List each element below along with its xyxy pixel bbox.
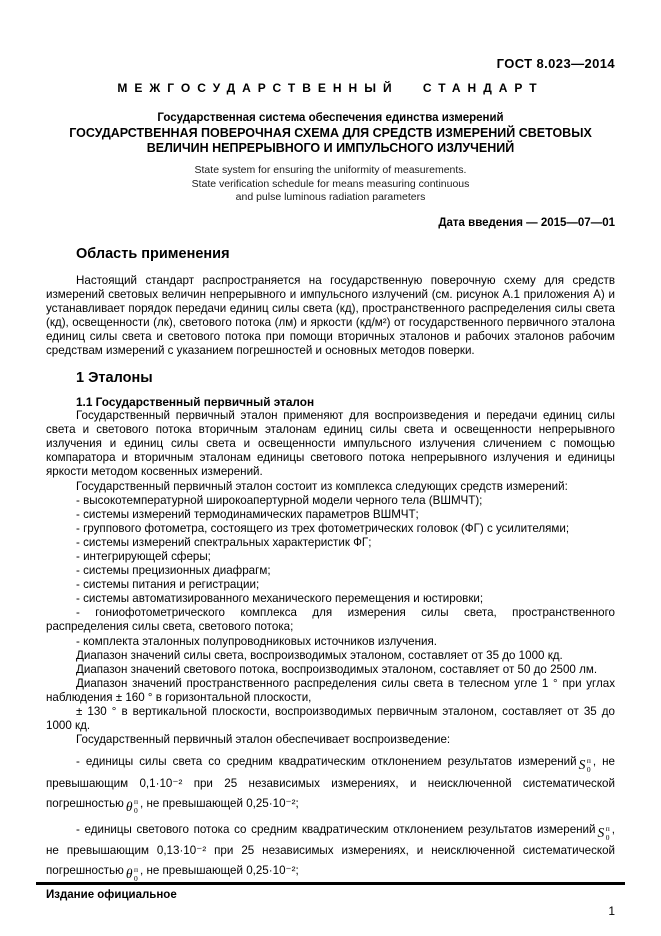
component-item: - высокотемпературной широкоапертурной модели черного тела (ВШМЧТ); bbox=[76, 493, 483, 507]
range-paragraph: ± 130 ° в вертикальной плоскости, воспроизводимых первичным эталоном, составляет от 35 до 1000 кд. bbox=[46, 705, 615, 733]
effective-date: Дата введения — 2015—07—01 bbox=[438, 216, 615, 229]
component-item: - системы автоматизированного механического перемещения и юстировки; bbox=[76, 592, 484, 606]
page-footer bbox=[36, 882, 625, 918]
math-s0: S п 0 bbox=[597, 823, 610, 842]
math-theta0: θ п 0 bbox=[125, 797, 139, 816]
doc-title-main: ГОСУДАРСТВЕННАЯ ПОВЕРОЧНАЯ СХЕМА ДЛЯ СРЕДСТВ ИЗМЕРЕНИЙ СВЕТОВЫХ ВЕЛИЧИН НЕПРЕРЫВНОГО И ИМПУЛЬСНОГО ИЗЛУЧЕНИЙ bbox=[69, 126, 592, 155]
component-item: - комплекта эталонных полупроводниковых источников излучения. bbox=[76, 634, 437, 648]
scope-heading: Область применения bbox=[76, 245, 230, 262]
standard-code: ГОСТ 8.023—2014 bbox=[496, 56, 615, 71]
standard-type-heading: МЕЖГОСУДАРСТВЕННЫЙ СТАНДАРТ bbox=[117, 81, 544, 95]
page-number: 1 bbox=[608, 904, 615, 919]
math-theta0: θ п 0 bbox=[125, 864, 139, 883]
reproduction-intro: Государственный первичный эталон обеспечивает воспроизведение: bbox=[76, 733, 451, 747]
official-edition-label: Издание официальное bbox=[46, 889, 177, 902]
component-item: - интегрирующей сферы; bbox=[76, 550, 211, 563]
components-intro: Государственный первичный эталон состоит из комплекса следующих средств измерений: bbox=[76, 479, 568, 493]
reproduction-item-text: - единицы силы света со средним квадратическим отклонением результатов измерений bbox=[76, 755, 577, 769]
doc-title-system: Государственная система обеспечения единства измерений bbox=[157, 112, 504, 124]
reproduction-item-luminous-flux bbox=[46, 820, 615, 883]
range-paragraph: Диапазон значений силы света, воспроизводимых эталоном, составляет от 35 до 1000 кд. bbox=[76, 648, 563, 662]
reproduction-item-luminous-intensity bbox=[46, 752, 615, 815]
reproduction-item-text: , не превышающей 0,25·10⁻²; bbox=[140, 864, 299, 878]
component-item: - системы измерений термодинамических параметров ВШМЧТ; bbox=[76, 507, 419, 521]
component-item: - группового фотометра, состоящего из трех фотометрических головок (ФГ) с усилителями; bbox=[76, 521, 570, 535]
reproduction-item-text: - единицы светового потока со средним квадратическим отклонением результатов измерений bbox=[76, 822, 596, 836]
section-1-1-heading: 1.1 Государственный первичный эталон bbox=[76, 395, 315, 410]
math-s0: S п 0 bbox=[578, 756, 591, 775]
reproduction-item-text: , не превышающей 0,25·10⁻²; bbox=[140, 796, 299, 810]
reproduction-item-text: , не превышающим 0,1·10⁻² при 25 независимых измерениях, и неисключенной систематической погрешностью bbox=[46, 755, 615, 810]
range-paragraph: Диапазон значений светового потока, воспроизводимых эталоном, составляет от 50 до 2500 лм. bbox=[76, 662, 598, 676]
doc-title-english-line: State system for ensuring the uniformity of measurements. bbox=[194, 164, 467, 176]
component-item: - системы прецизионных диафрагм; bbox=[76, 564, 271, 578]
doc-title-english-line: State verification schedule for means measuring continuous bbox=[191, 177, 470, 190]
reproduction-item-text: , не превышающим 0,13·10⁻² при 25 независимых измерениях, и неисключенной систематической погрешностью bbox=[46, 822, 615, 878]
section-1-heading: 1 Эталоны bbox=[76, 370, 153, 387]
doc-title-english-line: and pulse luminous radiation parameters bbox=[235, 191, 426, 203]
doc-title-english bbox=[46, 164, 615, 205]
scope-paragraph: Настоящий стандарт распространяется на государственную поверочную схему для средств измерений световых величин непрерывного и импульсного излучений (см. рисунок А.1 приложения А) и устанавливает порядок передачи единиц силы света (кд), пространственного распределения силы света (кд), освещенности (лк), светового потока (лм) и яркости (кд/м²) от государственного первичного эталона единиц силы света и светового потока при помощи вторичных эталонов и рабочих эталонов рабочим средствам измерений с указанием погрешностей и основных методов поверки. bbox=[46, 273, 615, 357]
primary-standard-usage-paragraph: Государственный первичный эталон применяют для воспроизведения и передачи единиц силы света и светового потока вторичным эталонам единиц силы света и освещенности непрерывного излучения и единиц силы света и освещенности импульсного излучения сличением с помощью компаратора и вторичным эталонам единицы светового потока непрерывного излучения и единицы яркости методом косвенных измерений. bbox=[46, 409, 615, 479]
component-item: - системы измерений спектральных характеристик ФГ; bbox=[76, 535, 372, 549]
range-paragraph: Диапазон значений пространственного распределения силы света в телесном угле 1 ° при углах наблюдения ± 160 ° в горизонтальной плоскости, bbox=[46, 676, 615, 704]
component-item: - системы питания и регистрации; bbox=[76, 578, 260, 592]
component-item: - гониофотометрического комплекса для измерения силы света, пространственного распределения силы света, светового потока; bbox=[46, 606, 615, 634]
footer-rule bbox=[36, 882, 625, 885]
